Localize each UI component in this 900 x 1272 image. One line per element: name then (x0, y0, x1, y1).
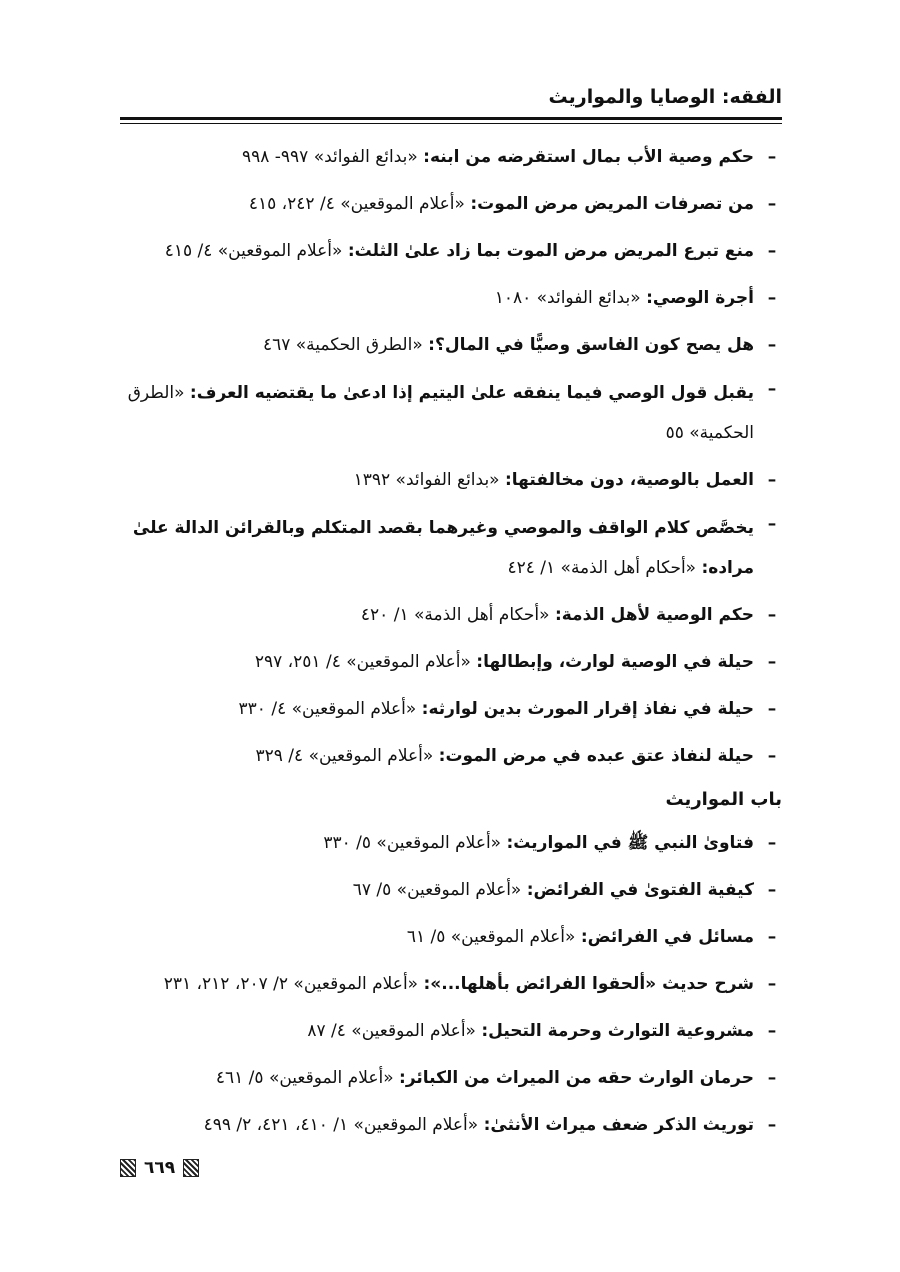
entry-reference: «أعلام الموقعين» ١/ ٤١٠، ٤٢١، ٢/ ٤٩٩ (203, 1115, 479, 1135)
entry-topic: فتاوىٰ النبي ﷺ في المواريث: (506, 833, 754, 853)
entry-reference: «أعلام الموقعين» ٥/ ٦١ (406, 927, 576, 947)
entry-dash: – (767, 1068, 777, 1088)
entry-reference: «أعلام الموقعين» ٥/ ٤٦١ (215, 1068, 394, 1088)
entry-topic: حكم الوصية لأهل الذمة: (554, 605, 754, 625)
entry-topic: العمل بالوصية، دون مخالفتها: (505, 470, 754, 490)
entry-dash: – (767, 880, 777, 900)
entry-dash: – (767, 1115, 777, 1135)
entry-reference: «أعلام الموقعين» ٥/ ٣٣٠ (323, 833, 502, 853)
section-heading: باب المواريث (665, 789, 782, 810)
entry-dash: – (767, 147, 777, 167)
entry-reference: «أعلام الموقعين» ٥/ ٦٧ (352, 880, 522, 900)
entry-reference: «أحكام أهل الذمة» ١/ ٤٢٤ (507, 558, 697, 578)
page-folio (120, 1158, 199, 1178)
entry-topic: مسائل في الفرائض: (580, 927, 754, 947)
index-entry (118, 639, 782, 686)
index-entry (118, 228, 782, 275)
index-entry (118, 134, 782, 181)
index-entry (118, 1055, 782, 1102)
page-number: ٦٦٩ (144, 1158, 176, 1178)
entry-reference: «أعلام الموقعين» ٤/ ٢٥١، ٢٩٧ (254, 652, 471, 672)
index-entry (118, 914, 782, 961)
ornament-icon (120, 1159, 136, 1177)
entry-topic: أجرة الوصي: (646, 288, 754, 308)
entry-topic: هل يصح كون الفاسق وصيًّا في المال؟: (428, 335, 754, 355)
index-entry (118, 961, 782, 1008)
index-entry (118, 820, 782, 867)
entry-dash: – (767, 699, 777, 719)
index-entry (118, 1008, 782, 1055)
entry-topic: يخصَّص كلام الواقف والموصي وغيرهما بقصد المتكلم وبالقرائن الدالة علىٰ مراده: (132, 518, 754, 578)
entry-topic: منع تبرع المريض مرض الموت بما زاد علىٰ الثلث: (347, 241, 754, 261)
index-entry (118, 1102, 782, 1149)
index-entry (118, 867, 782, 914)
entry-topic: حيلة في الوصية لوارث، وإبطالها: (476, 652, 754, 672)
running-header-title: الفقه: الوصايا والمواريث (548, 86, 782, 108)
header-rule-thin (120, 123, 782, 124)
entry-dash: – (767, 1021, 777, 1041)
entry-reference: «أعلام الموقعين» ٤/ ٣٣٠ (238, 699, 417, 719)
entry-reference: «الطرق الحكمية» ٥٥ (127, 383, 754, 443)
index-entry (118, 733, 782, 780)
entry-dash: – (767, 746, 777, 766)
entry-reference: «أحكام أهل الذمة» ١/ ٤٢٠ (360, 605, 550, 625)
entry-reference: «أعلام الموقعين» ٤/ ٨٧ (307, 1021, 476, 1041)
entry-dash: – (767, 379, 777, 399)
index-entry (118, 686, 782, 733)
index-entry (118, 275, 782, 322)
entry-dash: – (767, 194, 777, 214)
entry-reference: «بدائع الفوائد» ٩٩٧- ٩٩٨ (241, 147, 418, 167)
running-header (120, 78, 782, 118)
index-entries (118, 134, 782, 1149)
entry-topic: شرح حديث «ألحقوا الفرائض بأهلها...»: (423, 974, 754, 994)
index-entry (118, 322, 782, 369)
header-rule (120, 117, 782, 120)
index-entry (118, 504, 782, 592)
entry-dash: – (767, 652, 777, 672)
entry-topic: حرمان الوارث حقه من الميراث من الكبائر: (399, 1068, 754, 1088)
entry-topic: توريث الذكر ضعف ميراث الأنثىٰ: (483, 1115, 754, 1135)
entry-reference: «بدائع الفوائد» ١٣٩٢ (353, 470, 500, 490)
entry-reference: «أعلام الموقعين» ٢/ ٢٠٧، ٢١٢، ٢٣١ (163, 974, 419, 994)
index-entry (118, 181, 782, 228)
entry-reference: «أعلام الموقعين» ٤/ ٤١٥ (164, 241, 343, 261)
entry-topic: مشروعية التوارث وحرمة التحيل: (481, 1021, 754, 1041)
entry-dash: – (767, 241, 777, 261)
index-entry (118, 592, 782, 639)
index-entry (118, 369, 782, 457)
entry-dash: – (767, 288, 777, 308)
entry-topic: يقبل قول الوصي فيما ينفقه علىٰ اليتيم إذا ادعىٰ ما يقتضيه العرف: (189, 383, 754, 403)
entry-topic: حيلة لنفاذ عتق عبده في مرض الموت: (438, 746, 754, 766)
entry-dash: – (767, 605, 777, 625)
entry-topic: كيفية الفتوىٰ في الفرائض: (526, 880, 754, 900)
entry-dash: – (767, 833, 777, 853)
entry-dash: – (767, 335, 777, 355)
entry-reference: «بدائع الفوائد» ١٠٨٠ (494, 288, 641, 308)
entry-dash: – (767, 974, 777, 994)
entry-dash: – (767, 514, 777, 534)
entry-topic: حكم وصية الأب بمال استقرضه من ابنه: (423, 147, 754, 167)
entry-topic: من تصرفات المريض مرض الموت: (470, 194, 754, 214)
entry-dash: – (767, 927, 777, 947)
entry-dash: – (767, 470, 777, 490)
entry-reference: «الطرق الحكمية» ٤٦٧ (262, 335, 423, 355)
ornament-icon (183, 1159, 199, 1177)
entry-reference: «أعلام الموقعين» ٤/ ٢٤٢، ٤١٥ (248, 194, 465, 214)
entry-topic: حيلة في نفاذ إقرار المورث بدين لوارثه: (421, 699, 754, 719)
index-entry (118, 457, 782, 504)
entry-reference: «أعلام الموقعين» ٤/ ٣٢٩ (255, 746, 434, 766)
